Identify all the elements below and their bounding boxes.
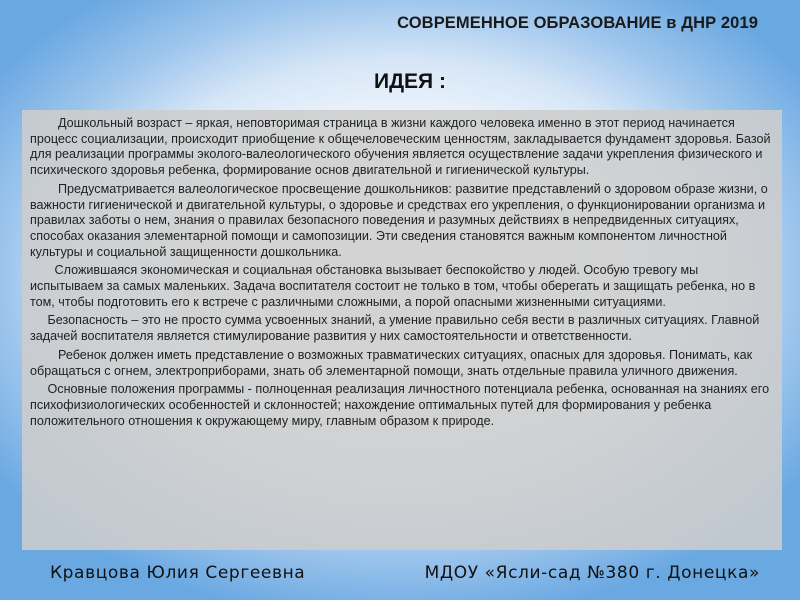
idea-heading: ИДЕЯ : (374, 70, 446, 93)
paragraph-6: Основные положения программы - полноценная реализация личностного потенциала ребенка, основанная на знаниях его психофизиологических особенностей и склонностей; нахождение оптимальных путей для формирования у ребенка положительного отношения к окружающему миру, главным образом к природе. (30, 382, 773, 428)
paragraph-1: Дошкольный возраст – яркая, неповторимая страница в жизни каждого человека именно в этот период начинается процесс социализации, происходит приобщение к общечеловеческим ценностям, закладывается фундамент здоровья. Базой для реализации программы эколого-валеологического обучения является осуществление задачи укрепления физического и психического здоровья ребенка, формирование основ двигательной и гигиенической культуры. (30, 116, 775, 178)
paragraph-2: Предусматривается валеологическое просвещение дошкольников: развитие представлений о здоровом образе жизни, о важности гигиенической и двигательной культуры, о здоровье и средствах его укрепления, о функционировании организма и правилах заботы о нем, знания о правилах безопасного поведения и разумных действиях в непредвиденных ситуациях, способах оказания элементарной помощи и самопозиции. Эти сведения становятся важным компонентом личностной культуры и социальной защищенности дошкольника. (30, 181, 772, 259)
paragraph-5: Ребенок должен иметь представление о возможных травматических ситуациях, опасных для здоровья. Понимать, как обращаться с огнем, электроприборами, знать об элементарной помощи, знать отдельные правила уличного движения. (30, 347, 756, 378)
slide-header: СОВРЕМЕННОЕ ОБРАЗОВАНИЕ в ДНР 2019 (397, 14, 758, 32)
author-name: Кравцова Юлия Сергеевна (50, 563, 306, 583)
content-panel (22, 110, 782, 550)
institution-name: МДОУ «Ясли-сад №380 г. Донецка» (424, 563, 760, 583)
paragraph-3: Сложившаяся экономическая и социальная обстановка вызывает беспокойство у людей. Особую тревогу мы испытываем за самых маленьких. Задача воспитателя состоит не только в том, чтобы оберегать и защищать ребенка, но в том, чтобы подготовить его к встрече с различными сложными, а порой опасными жизненными ситуациями. (30, 263, 759, 309)
paragraph-4: Безопасность – это не просто сумма усвоенных знаний, а умение правильно себя вести в различных ситуациях. Главной задачей воспитателя является стимулирование развития у них самостоятельности и ответственности. (30, 313, 763, 344)
